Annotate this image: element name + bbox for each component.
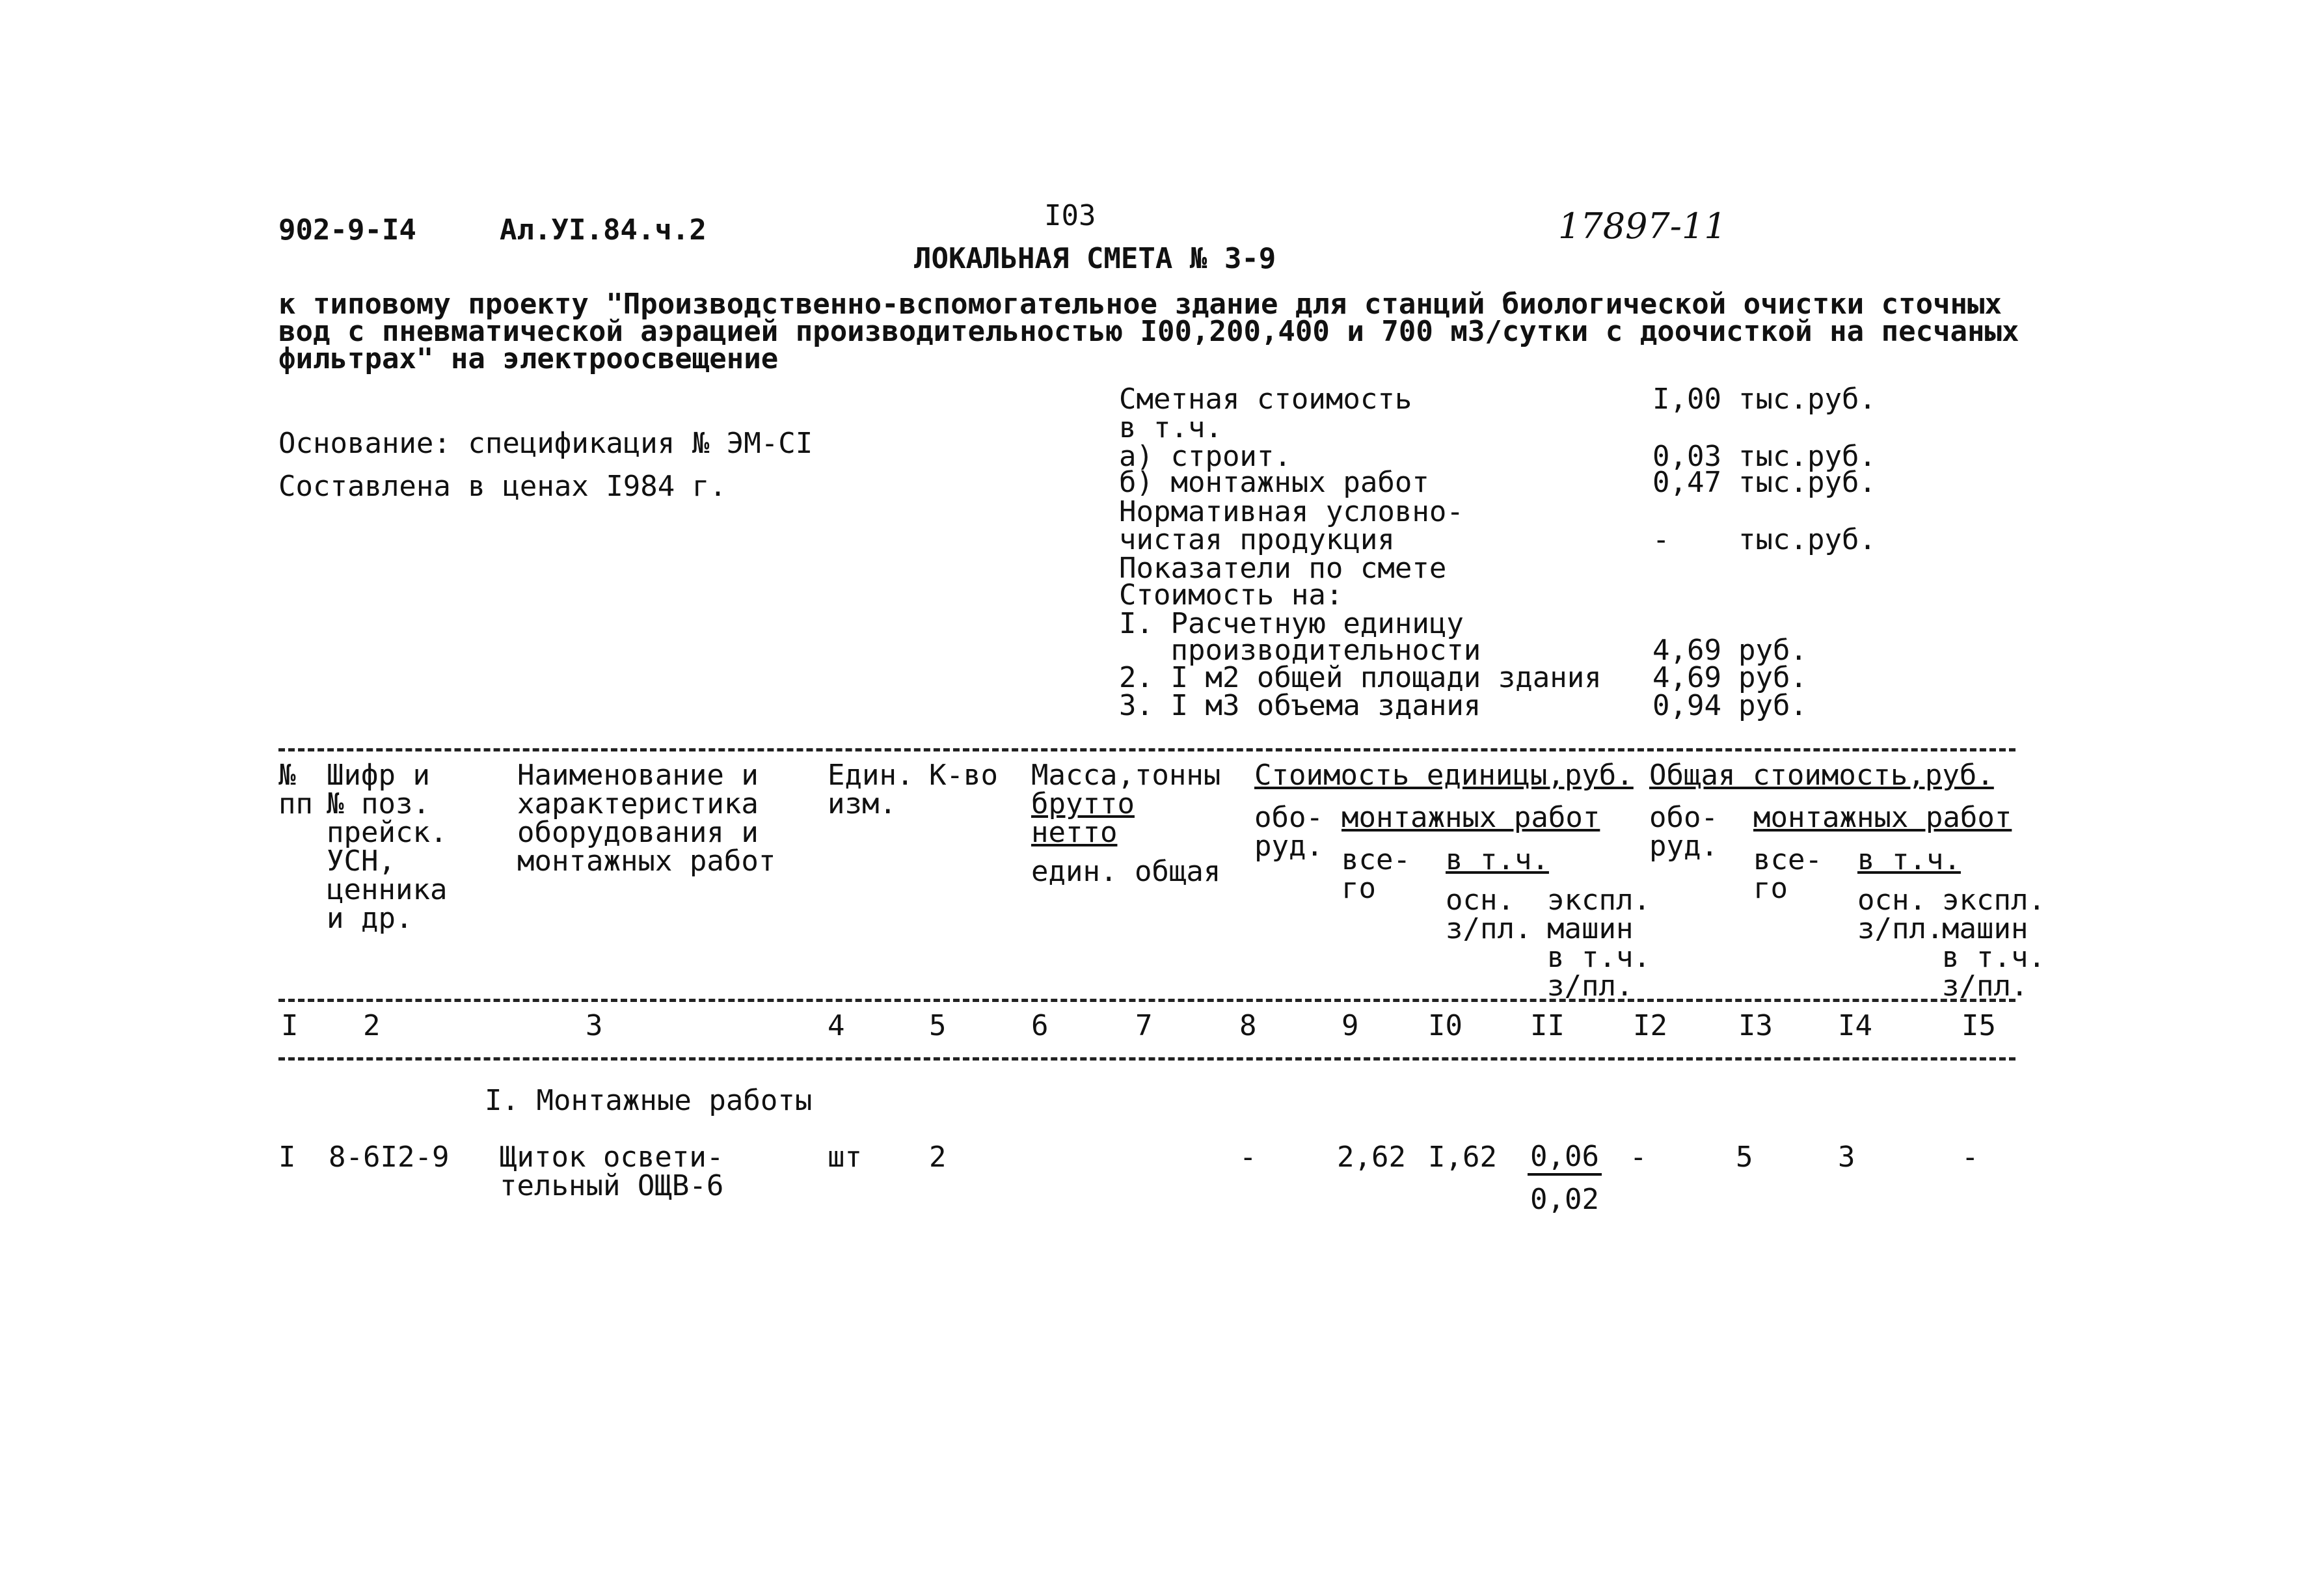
- row-total2: 5: [1736, 1141, 1753, 1174]
- table-top-rule: [278, 748, 2015, 751]
- summary-label: Показатели по смете: [1119, 552, 1447, 585]
- summary-unit: руб.: [1738, 634, 1807, 667]
- summary-value: 4,69: [1652, 634, 1721, 667]
- column-number: 3: [586, 1009, 603, 1042]
- row-expl-zp: 0,02: [1530, 1183, 1599, 1216]
- handwritten-number: 17897-11: [1558, 206, 1727, 247]
- row-name: Щиток освети- тельный ОЩВ-6: [500, 1141, 724, 1202]
- intro-line: вод с пневматической аэрацией производительностью I00,200,400 и 700 м3/сутки с доочисткой на песчаных: [278, 315, 2019, 348]
- column-number: 2: [363, 1009, 381, 1042]
- column-number: I2: [1633, 1009, 1667, 1042]
- header-number: № пп: [278, 759, 313, 820]
- row-expl-value: 0,06: [1528, 1141, 1602, 1176]
- column-number: I5: [1961, 1009, 1996, 1042]
- header-equip2: обо- руд.: [1649, 801, 1718, 863]
- column-number: 8: [1239, 1009, 1257, 1042]
- header-incl: в т.ч.: [1446, 843, 1549, 876]
- summary-label: Стоимость на:: [1119, 578, 1343, 612]
- summary-label: 2. I м2 общей площади здания: [1119, 661, 1602, 694]
- section-title: I. Монтажные работы: [485, 1084, 813, 1117]
- column-number: 7: [1135, 1009, 1153, 1042]
- summary-unit: тыс.руб.: [1738, 466, 1876, 499]
- intro-line: фильтрах" на электроосвещение: [278, 342, 779, 375]
- summary-unit: тыс.руб.: [1738, 440, 1876, 473]
- project-code: 902-9-I4: [278, 213, 416, 247]
- document-title: ЛОКАЛЬНАЯ СМЕТА № 3-9: [914, 242, 1276, 275]
- header-total: все- го: [1341, 843, 1410, 905]
- summary-unit: руб.: [1738, 661, 1807, 694]
- column-number: 6: [1031, 1009, 1049, 1042]
- album-code: Ал.УI.84.ч.2: [500, 213, 707, 247]
- row-unit: шт: [828, 1141, 862, 1174]
- summary-label: производительности: [1119, 634, 1481, 667]
- row-number: I: [278, 1141, 296, 1174]
- column-number: I4: [1838, 1009, 1872, 1042]
- row-expl: [1522, 1141, 1607, 1216]
- column-number: I0: [1428, 1009, 1463, 1042]
- header-netto: нетто: [1031, 816, 1118, 849]
- column-number: 9: [1341, 1009, 1359, 1042]
- summary-value: 0,94: [1652, 689, 1721, 722]
- header-mont2: монтажных работ: [1753, 801, 2012, 834]
- header-brutto: брутто: [1031, 787, 1135, 820]
- page-number: I03: [1044, 199, 1096, 232]
- row-osn: I,62: [1428, 1141, 1497, 1174]
- summary-unit: тыс.руб.: [1738, 383, 1876, 416]
- summary-label: Нормативная условно-: [1119, 495, 1464, 528]
- row-equip: -: [1239, 1141, 1257, 1174]
- column-number: I3: [1738, 1009, 1773, 1042]
- basis-text: Основание: спецификация № ЭМ-СI: [278, 427, 813, 460]
- header-unit: Един. изм.: [828, 759, 914, 820]
- summary-value: 4,69: [1652, 661, 1721, 694]
- header-name: Наименование и характеристика оборудования и монтажных работ: [517, 759, 776, 878]
- summary-label: Сметная стоимость: [1119, 383, 1412, 416]
- header-incl2: в т.ч.: [1857, 843, 1961, 876]
- header-mont: монтажных работ: [1341, 801, 1600, 834]
- header-unit-total: един. общая: [1031, 855, 1221, 888]
- row-code: 8-6I2-9: [329, 1141, 450, 1174]
- header-mass: Масса,тонны: [1031, 759, 1221, 792]
- header-osn: осн. з/пл.: [1446, 884, 1532, 945]
- summary-value: I,00: [1652, 383, 1721, 416]
- summary-value: 0,47: [1652, 466, 1721, 499]
- summary-label: I. Расчетную единицу: [1119, 607, 1464, 640]
- column-number: II: [1530, 1009, 1565, 1042]
- summary-label: а) строит.: [1119, 440, 1291, 473]
- header-bottom-rule: [278, 999, 2015, 1002]
- header-expl: экспл. машин в т.ч. з/пл.: [1547, 884, 1651, 1003]
- summary-unit: тыс.руб.: [1738, 523, 1876, 556]
- summary-label: 3. I м3 объема здания: [1119, 689, 1481, 722]
- header-general-cost: Общая стоимость,руб.: [1649, 759, 1994, 792]
- summary-unit: руб.: [1738, 689, 1807, 722]
- column-number: 5: [929, 1009, 947, 1042]
- row-qty: 2: [929, 1141, 947, 1174]
- column-number: I: [281, 1009, 299, 1042]
- row-total: 2,62: [1337, 1141, 1406, 1174]
- header-osn2: осн. з/пл.: [1857, 884, 1944, 945]
- summary-label: чистая продукция: [1119, 523, 1395, 556]
- summary-value: -: [1652, 523, 1670, 556]
- header-unit-cost: Стоимость единицы,руб.: [1254, 759, 1634, 792]
- header-code: Шифр и № поз. прейск. УСН, ценника и др.: [327, 759, 448, 935]
- column-numbers-rule: [278, 1057, 2015, 1061]
- row-osn2: 3: [1838, 1141, 1855, 1174]
- column-number: 4: [828, 1009, 845, 1042]
- intro-line: к типовому проекту "Производственно-вспомогательное здание для станций биологической очистки сточных: [278, 288, 2002, 321]
- header-expl2: экспл. машин в т.ч. з/пл.: [1942, 884, 2045, 1003]
- header-equip: обо- руд.: [1254, 801, 1323, 863]
- summary-label: б) монтажных работ: [1119, 466, 1429, 499]
- header-qty: К-во: [929, 759, 998, 792]
- row-expl2: -: [1961, 1141, 1979, 1174]
- prices-text: Составлена в ценах I984 г.: [278, 470, 727, 503]
- summary-value: 0,03: [1652, 440, 1721, 473]
- summary-label: в т.ч.: [1119, 411, 1222, 444]
- row-equip2: -: [1630, 1141, 1647, 1174]
- header-total2: все- го: [1753, 843, 1822, 905]
